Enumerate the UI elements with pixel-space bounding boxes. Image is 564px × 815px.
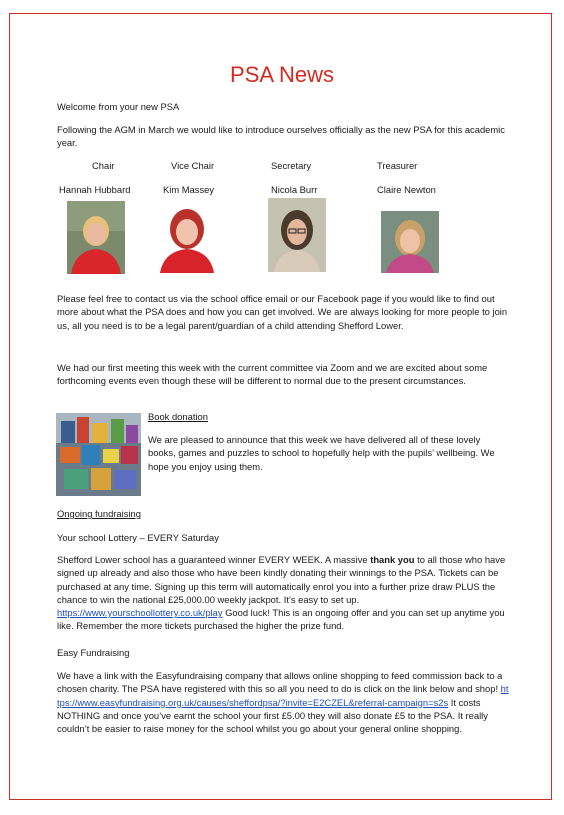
- lottery-link[interactable]: https://www.yourschoollottery.co.uk/play: [57, 607, 223, 619]
- lottery-text: [57, 553, 509, 633]
- lottery-text-c: Good luck! This is an ongoing offer and you can set up anytime you like. Remember the more tickets purchased the higher the prize fund.: [57, 607, 505, 632]
- meeting-text: We had our first meeting this week with the current committee via Zoom and we are excited about some forthcoming events even though these will be different to normal due to the present circumstances.: [57, 362, 488, 387]
- name-treasurer: Claire Newton: [377, 184, 436, 195]
- lottery-text-a: Shefford Lower school has a guaranteed winner EVERY WEEK. A massive: [57, 554, 371, 565]
- intro-text: Following the AGM in March we would like to introduce ourselves officially as the new PSA for this academic year.: [57, 124, 505, 149]
- page-title: PSA News: [230, 62, 334, 87]
- secretary-photo: [268, 198, 326, 272]
- book-donation-photo: [56, 413, 141, 496]
- contact-text: Please feel free to contact us via the school office email or our Facebook page if you would like to find out more about what the PSA does and how you can get involved. We are always looking for more people to join us, all you need is to be a legal parent/guardian of a child attending Shefford Lower.: [57, 293, 508, 331]
- role-vice-chair: Vice Chair: [171, 160, 215, 171]
- name-vice-chair: Kim Massey: [163, 184, 215, 195]
- easy-fundraising-text-a: We have a link with the Easyfundraising company that allows online shopping to feed commission back to a chosen charity. The PSA have registered with this so all you need to do is click on the link below and shop!: [57, 670, 503, 695]
- intro-heading: Welcome from your new PSA: [57, 101, 180, 112]
- book-donation-heading: Book donation: [148, 411, 208, 422]
- name-chair: Hannah Hubbard: [59, 184, 131, 195]
- easy-fundraising-text-b: It costs NOTHING and once you’ve earnt the school your first £5.00 they will also donate £5 to the PSA. It really couldn’t be easier to raise money for the school whilst you go about your general online shopping.: [57, 696, 488, 735]
- easy-fundraising-link[interactable]: https://www.easyfundraising.org.uk/causes/sheffordpsa/?invite=E2CZEL&referral-campaign=s2s: [57, 683, 509, 708]
- role-treasurer: Treasurer: [377, 160, 418, 171]
- fundraising-heading: Ongoing fundraising: [57, 508, 141, 519]
- easy-fundraising-text: [57, 669, 509, 735]
- treasurer-photo: [381, 211, 439, 273]
- role-chair: Chair: [92, 160, 115, 171]
- lottery-heading: Your school Lottery – EVERY Saturday: [57, 532, 219, 543]
- chair-photo: [67, 201, 125, 274]
- vice-chair-photo: [152, 199, 222, 273]
- lottery-text-bold: thank you: [370, 554, 415, 565]
- name-secretary: Nicola Burr: [271, 184, 318, 195]
- easy-fundraising-heading: Easy Fundraising: [57, 647, 130, 658]
- book-donation-text: We are pleased to announce that this week we have delivered all of these lovely books, games and puzzles to school to hopefully help with the pupils’ wellbeing. We hope you enjoy using them.: [148, 434, 495, 472]
- role-secretary: Secretary: [271, 160, 312, 171]
- lottery-text-b: to all those who have signed up already and also those who have been kindly donating their winnings to the PSA. Tickets can be purchased at any time. Signing up this term will automatically enrol you into a further prize draw PLUS the chance to win the national £25,000.00 weekly jackpot. It’s easy to set up.: [57, 554, 506, 605]
